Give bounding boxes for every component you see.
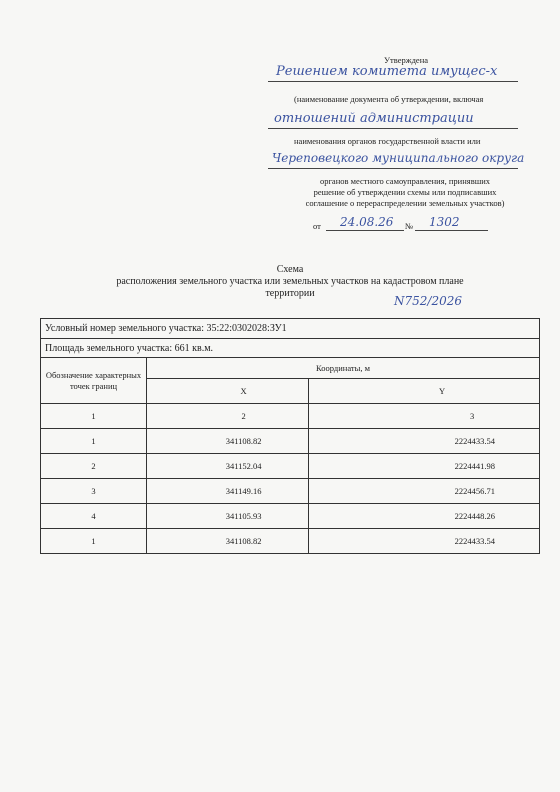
- point-cell: 2: [41, 454, 147, 479]
- point-cell: 3: [41, 479, 147, 504]
- scheme-title: [40, 264, 540, 300]
- number-label: №: [405, 221, 414, 231]
- approval-note-3-line-2: решение об утверждении схемы или подписавших: [313, 187, 497, 197]
- handwritten-field-1: [268, 64, 518, 82]
- table-row: [41, 479, 540, 504]
- points-header: Обозначение характерных точек границ: [41, 358, 147, 404]
- table-row: [41, 504, 540, 529]
- index-cell-2: 2: [147, 404, 309, 429]
- cadastral-number-cell: Условный номер земельного участка: 35:22:0302028:ЗУ1: [41, 319, 540, 339]
- y-header: Y: [309, 379, 540, 404]
- y-cell: 2224456.71: [309, 479, 540, 504]
- date-field: [326, 216, 404, 231]
- handwritten-number: 1302: [429, 215, 460, 229]
- index-cell-1: 1: [41, 404, 147, 429]
- handwritten-administration: отношений администрации: [274, 111, 474, 126]
- approval-note-3: [280, 176, 530, 209]
- x-cell: 341108.82: [147, 529, 309, 554]
- cadastral-row: [41, 319, 540, 339]
- approval-note-2: наименования органов государственной власти или: [294, 136, 481, 146]
- header-row: [41, 358, 540, 379]
- index-row: [41, 404, 540, 429]
- handwritten-field-3: [268, 150, 525, 169]
- table-row: [41, 529, 540, 554]
- point-cell: 1: [41, 429, 147, 454]
- approval-header: Утверждена: [384, 55, 429, 65]
- y-cell: 2224433.54: [309, 529, 540, 554]
- coordinates-header: Координаты, м: [147, 358, 540, 379]
- approval-note-3-line-3: соглашение о перераспределении земельных участков): [305, 198, 505, 208]
- handwritten-district: Череповецкого муниципального округа: [272, 151, 525, 165]
- handwritten-decision: Решением комитета имущес-х: [276, 64, 498, 79]
- y-cell: 2224441.98: [309, 454, 540, 479]
- x-cell: 341108.82: [147, 429, 309, 454]
- handwritten-field-2: [268, 110, 518, 129]
- index-cell-3: 3: [309, 404, 540, 429]
- x-cell: 341105.93: [147, 504, 309, 529]
- handwritten-date: 24.08.26: [340, 215, 394, 229]
- x-header: X: [147, 379, 309, 404]
- approval-note-1: (наименование документа об утверждении, включая: [294, 94, 484, 104]
- x-cell: 341149.16: [147, 479, 309, 504]
- table-row: [41, 454, 540, 479]
- y-cell: 2224448.26: [309, 504, 540, 529]
- point-cell: 1: [41, 529, 147, 554]
- area-cell: Площадь земельного участка: 661 кв.м.: [41, 339, 540, 358]
- area-row: [41, 339, 540, 358]
- point-cell: 4: [41, 504, 147, 529]
- date-label: от: [313, 221, 321, 231]
- y-cell: 2224433.54: [309, 429, 540, 454]
- handwritten-registration-number: N752/2026: [394, 294, 462, 308]
- scheme-subtitle-line-2: территории: [265, 288, 315, 299]
- x-cell: 341152.04: [147, 454, 309, 479]
- scheme-subtitle-line-1: расположения земельного участка или земельных участков на кадастровом плане: [116, 276, 464, 287]
- approval-note-3-line-1: органов местного самоуправления, принявших: [319, 176, 491, 186]
- coordinates-table: [40, 318, 540, 554]
- number-field: [415, 216, 488, 231]
- scheme-title-word: Схема: [276, 264, 304, 275]
- table-row: [41, 429, 540, 454]
